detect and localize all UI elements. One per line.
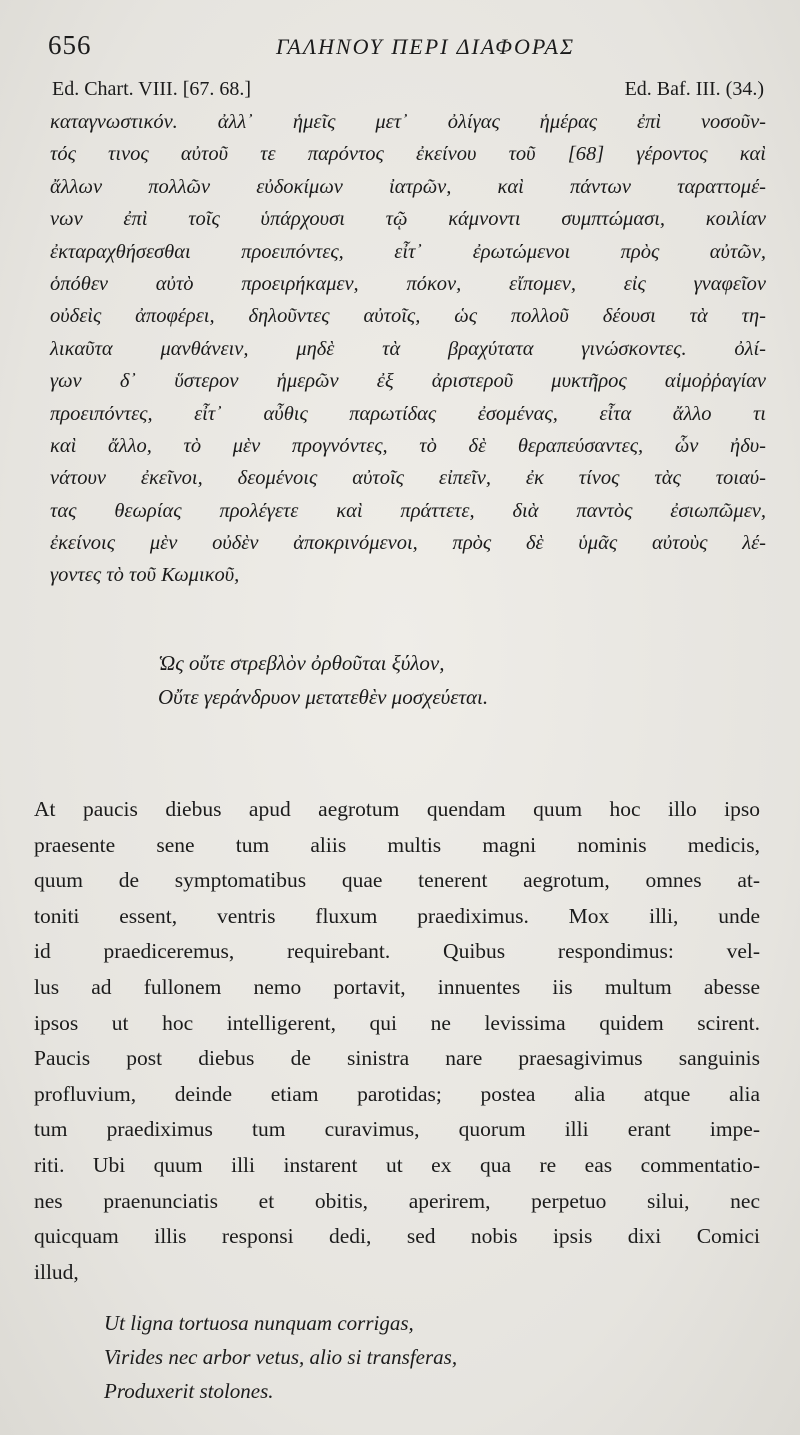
latin-text-line: tum praediximus tum curavimus, quorum illi erant impe- [34, 1117, 760, 1142]
greek-text-line: ἐκείνοις μὲν οὐδὲν ἀποκρινόμενοι, πρὸς δὲ ὑμᾶς αὐτοὺς λέ- [50, 532, 766, 555]
latin-verse-line: Produxerit stolones. [104, 1379, 274, 1403]
latin-text-line: At paucis diebus apud aegrotum quendam quum hoc illo ipso [34, 797, 760, 821]
latin-verse-line: Ut ligna tortuosa nunquam corrigas, [104, 1311, 414, 1335]
greek-text-line: γοντες τὸ τοῦ Κωμικοῦ, [50, 564, 240, 587]
greek-verse-line: Ὡς οὔτε στρεβλὸν ὀρθοῦται ξύλον, [158, 651, 445, 675]
greek-text-line: καὶ ἄλλο, τὸ μὲν προγνόντες, τὸ δὲ θεραπεύσαντες, ὧν ἠδυ- [50, 434, 766, 457]
page-number: 656 [48, 30, 92, 60]
latin-text-line: toniti essent, ventris fluxum praediximus. Mox illi, unde [34, 903, 760, 928]
latin-text-line: illud, [34, 1259, 79, 1284]
latin-text-line: nes praenunciatis et obitis, aperirem, perpetuo silui, nec [34, 1188, 760, 1213]
greek-text-block [50, 106, 766, 592]
greek-text-line: τός τινος αὐτοῦ τε παρόντος ἐκείνου τοῦ [68] γέροντος καὶ [50, 143, 766, 166]
greek-text-line: ἄλλων πολλῶν εὐδοκίμων ἰατρῶν, καὶ πάντων ταραττομέ- [50, 175, 766, 198]
greek-text-line: καταγνωστικόν. ἀλλ᾿ ἡμεῖς μετ᾿ ὀλίγας ἡμέρας ἐπὶ νοσοῦν- [50, 111, 766, 133]
greek-verse-quote [158, 646, 488, 714]
edition-reference-left: Ed. Chart. VIII. [67. 68.] [52, 78, 252, 100]
latin-text-line: Paucis post diebus de sinistra nare praesagivimus sanguinis [34, 1046, 760, 1071]
page-header [48, 30, 760, 66]
latin-text-line: quum de symptomatibus quae tenerent aegrotum, omnes at- [34, 868, 760, 893]
greek-text-line: γων δ᾿ ὕστερον ἡμερῶν ἐξ ἀριστεροῦ μυκτῆρος αἱμοῤῥαγίαν [50, 370, 766, 393]
running-title: ΓΑΛΗΝΟΥ ΠΕΡΙ ΔΙΑΦΟΡΑΣ [276, 34, 576, 59]
latin-text-line: id praediceremus, requirebant. Quibus respondimus: vel- [34, 939, 760, 964]
edition-reference-right: Ed. Baf. III. (34.) [624, 78, 764, 100]
greek-text-line: προειπόντες, εἶτ᾿ αὖθις παρωτίδας ἐσομένας, εἶτα ἄλλο τι [50, 402, 766, 425]
latin-verse-quote [104, 1306, 457, 1408]
latin-text-line: quicquam illis responsi dedi, sed nobis ipsis dixi Comici [34, 1224, 760, 1249]
latin-text-line: ipsos ut hoc intelligerent, qui ne levissima quidem scirent. [34, 1010, 760, 1035]
greek-text-line: λικαῦτα μανθάνειν, μηδὲ τὰ βραχύτατα γινώσκοντες. ὀλί- [50, 337, 766, 360]
latin-text-line: lus ad fullonem nemo portavit, innuentes iis multum abesse [34, 974, 760, 999]
greek-text-line: τας θεωρίας προλέγετε καὶ πράττετε, διὰ παντὸς ἐσιωπῶμεν, [50, 499, 766, 522]
greek-text-line: νων ἐπὶ τοῖς ὑπάρχουσι τῷ κάμνοντι συμπτώμασι, κοιλίαν [50, 208, 766, 231]
latin-text-block [34, 792, 760, 1290]
greek-text-line: ἐκταραχθήσεσθαι προειπόντες, εἶτ᾿ ἐρωτώμενοι πρὸς αὐτῶν, [50, 240, 766, 263]
greek-text-line: οὐδεὶς ἀποφέρει, δηλοῦντες αὐτοῖς, ὡς πολλοῦ δέουσι τὰ τη- [50, 305, 766, 328]
greek-text-line: ὁπόθεν αὐτὸ προειρήκαμεν, πόκον, εἴπομεν, εἰς γναφεῖον [50, 272, 766, 295]
latin-text-line: praesente sene tum aliis multis magni nominis medicis, [34, 832, 760, 857]
greek-text-line: νάτουν ἐκεῖνοι, δεομένοις αὐτοῖς εἰπεῖν, ἐκ τίνος τὰς τοιαύ- [50, 467, 766, 490]
latin-text-line: profluvium, deinde etiam parotidas; postea alia atque alia [34, 1081, 760, 1106]
latin-text-line: riti. Ubi quum illi instarent ut ex qua re eas commentatio- [34, 1152, 760, 1177]
latin-verse-line: Virides nec arbor vetus, alio si transferas, [104, 1345, 458, 1369]
greek-verse-line: Οὔτε γεράνδρυον μετατεθὲν μοσχεύεται. [158, 685, 489, 709]
